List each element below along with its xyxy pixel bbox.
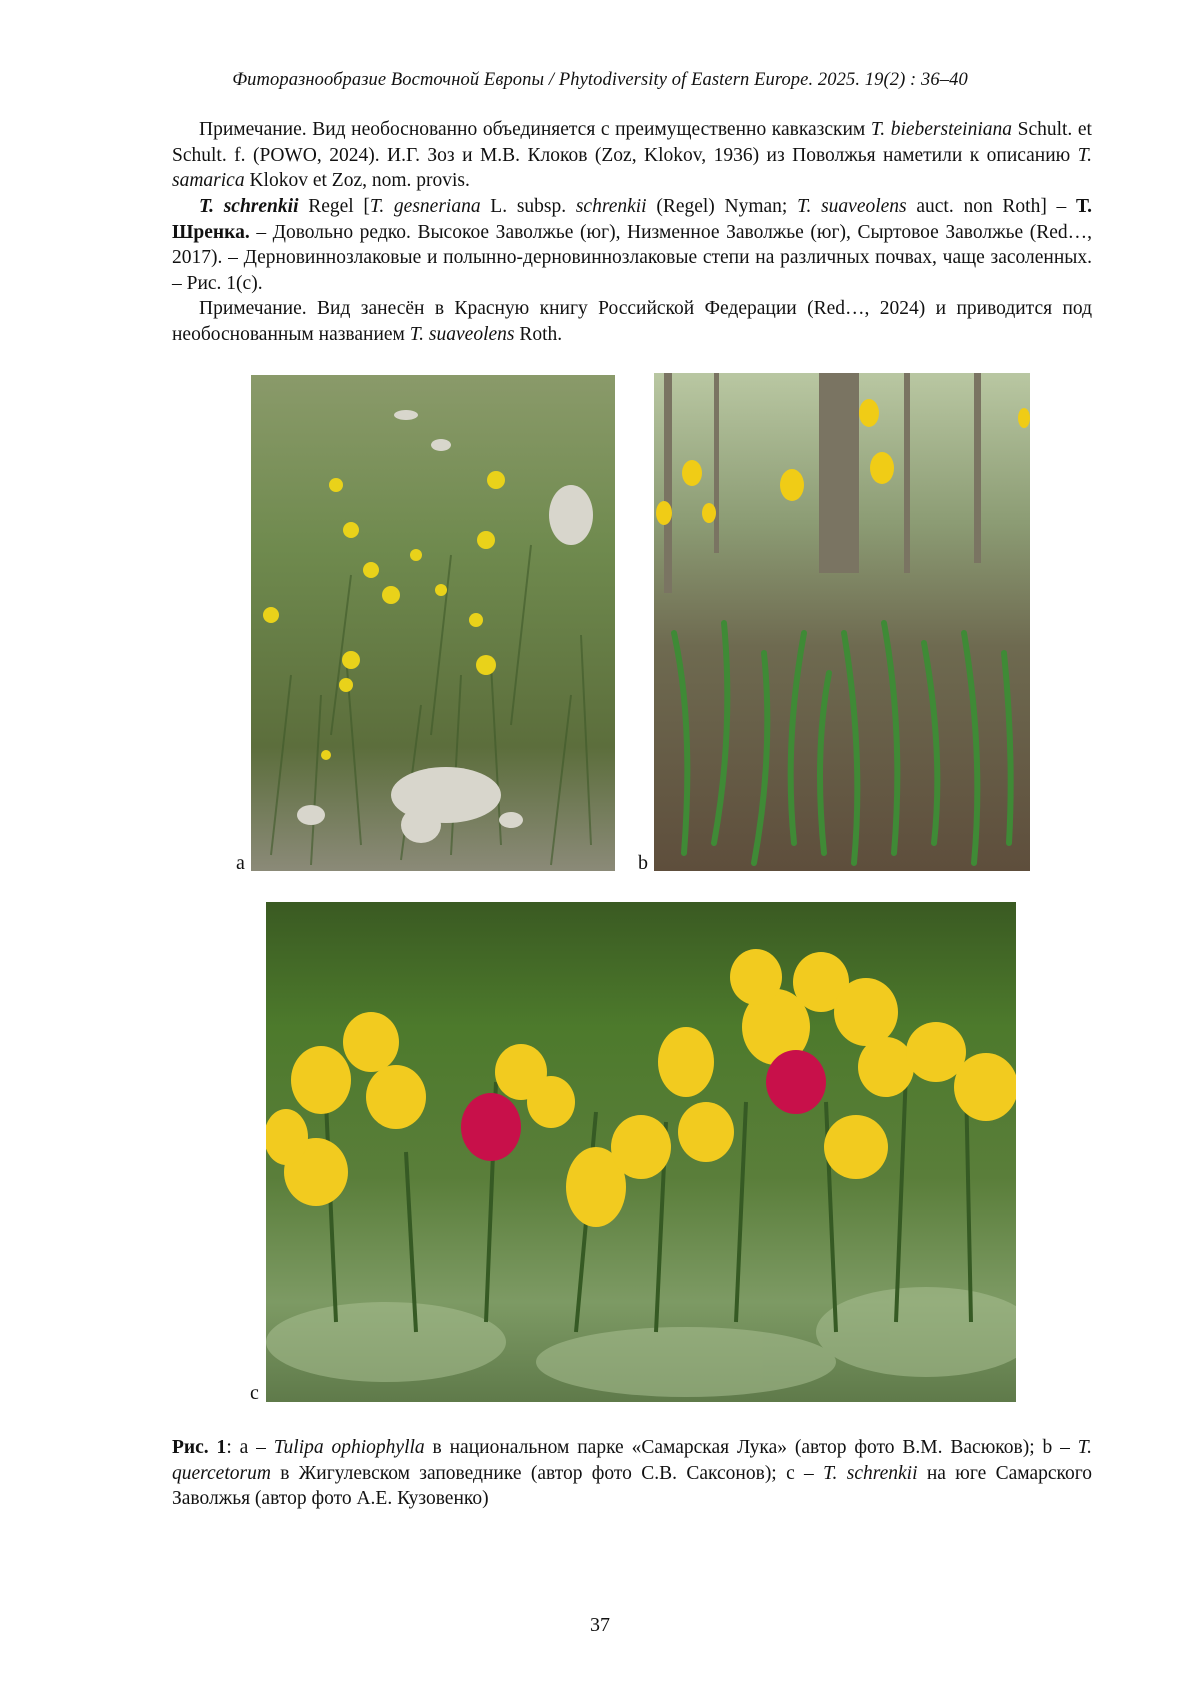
figure-caption <box>172 1435 1092 1512</box>
taxon-name-bold: T. schrenkii <box>199 196 299 217</box>
running-header: Фиторазнообразие Восточной Европы / Phytodiversity of Eastern Europe. 2025. 19(2) : 36–40 <box>232 70 968 90</box>
paragraph-note-red-book <box>172 296 1092 347</box>
photo-c-tulipa-schrenkii <box>266 902 1016 1402</box>
text-span: L. subsp. <box>480 196 576 217</box>
text-span: Roth. <box>514 323 563 345</box>
paragraph-note-biebersteiniana <box>172 117 1092 194</box>
taxon-name: T. schrenkii <box>823 1462 918 1484</box>
paragraph-schrenkii <box>172 194 1092 296</box>
taxon-name: T. samarica <box>172 144 1092 191</box>
taxon-name: T. gesneriana <box>369 196 481 217</box>
text-span: Klokov et Zoz, nom. provis. <box>244 170 470 191</box>
page-number: 37 <box>590 1614 610 1636</box>
taxon-name: T. suaveolens <box>797 196 907 217</box>
taxon-name: T. biebersteiniana <box>870 119 1013 140</box>
text-span: auct. non Roth] – <box>906 196 1077 217</box>
taxon-name: T. quercetorum <box>172 1437 1093 1484</box>
figure-label-a: a <box>236 852 245 874</box>
text-span: Примечание. Вид необоснованно объединяется с преимущественно кавказским <box>199 119 871 140</box>
text-span: Schult. et Schult. f. (POWO, 2024). И.Г. Зоз и М.В. Клоков (Zoz, Klokov, 1936) из Поволжья наметили к описанию <box>172 119 1092 166</box>
text-span: Примечание. Вид занесён в Красную книгу Российской Федерации (Red…, 2024) и приводится под необоснованным названием <box>172 298 1092 345</box>
taxon-name: T. suaveolens <box>409 323 515 345</box>
text-span: на юге Самарского Заволжья (автор фото А.Е. Кузовенко) <box>172 1462 1093 1509</box>
text-span: (Regel) Nyman; <box>646 196 798 217</box>
figure-label-b: b <box>638 852 648 874</box>
figure-label-c: c <box>250 1382 259 1404</box>
photo-b-tulipa-quercetorum <box>654 373 1030 871</box>
text-span: : a – <box>226 1437 274 1458</box>
text-span: в национальном парке «Самарская Лука» (автор фото В.М. Васюков); b – <box>424 1437 1078 1458</box>
photo-a-tulipa-ophiophylla <box>251 375 615 871</box>
text-span: в Жигулевском заповеднике (автор фото С.В. Саксонов); c – <box>270 1462 824 1484</box>
text-span: Regel [ <box>298 196 370 217</box>
caption-lead: Рис. 1 <box>172 1437 227 1458</box>
taxon-name: Tulipa ophiophylla <box>273 1437 425 1458</box>
taxon-name: schrenkii <box>575 196 647 217</box>
text-span: – Довольно редко. Высокое Заволжье (юг), Низменное Заволжье (юг), Сыртовое Заволжье (Red…, 2017). – Дерновиннозлаковые и полынно-дерновиннозлаковые степи на различных почвах, чаще засоленных. – Рис. 1(c). <box>172 221 1092 294</box>
russian-name-bold: Т. Шренка. <box>172 196 1092 243</box>
